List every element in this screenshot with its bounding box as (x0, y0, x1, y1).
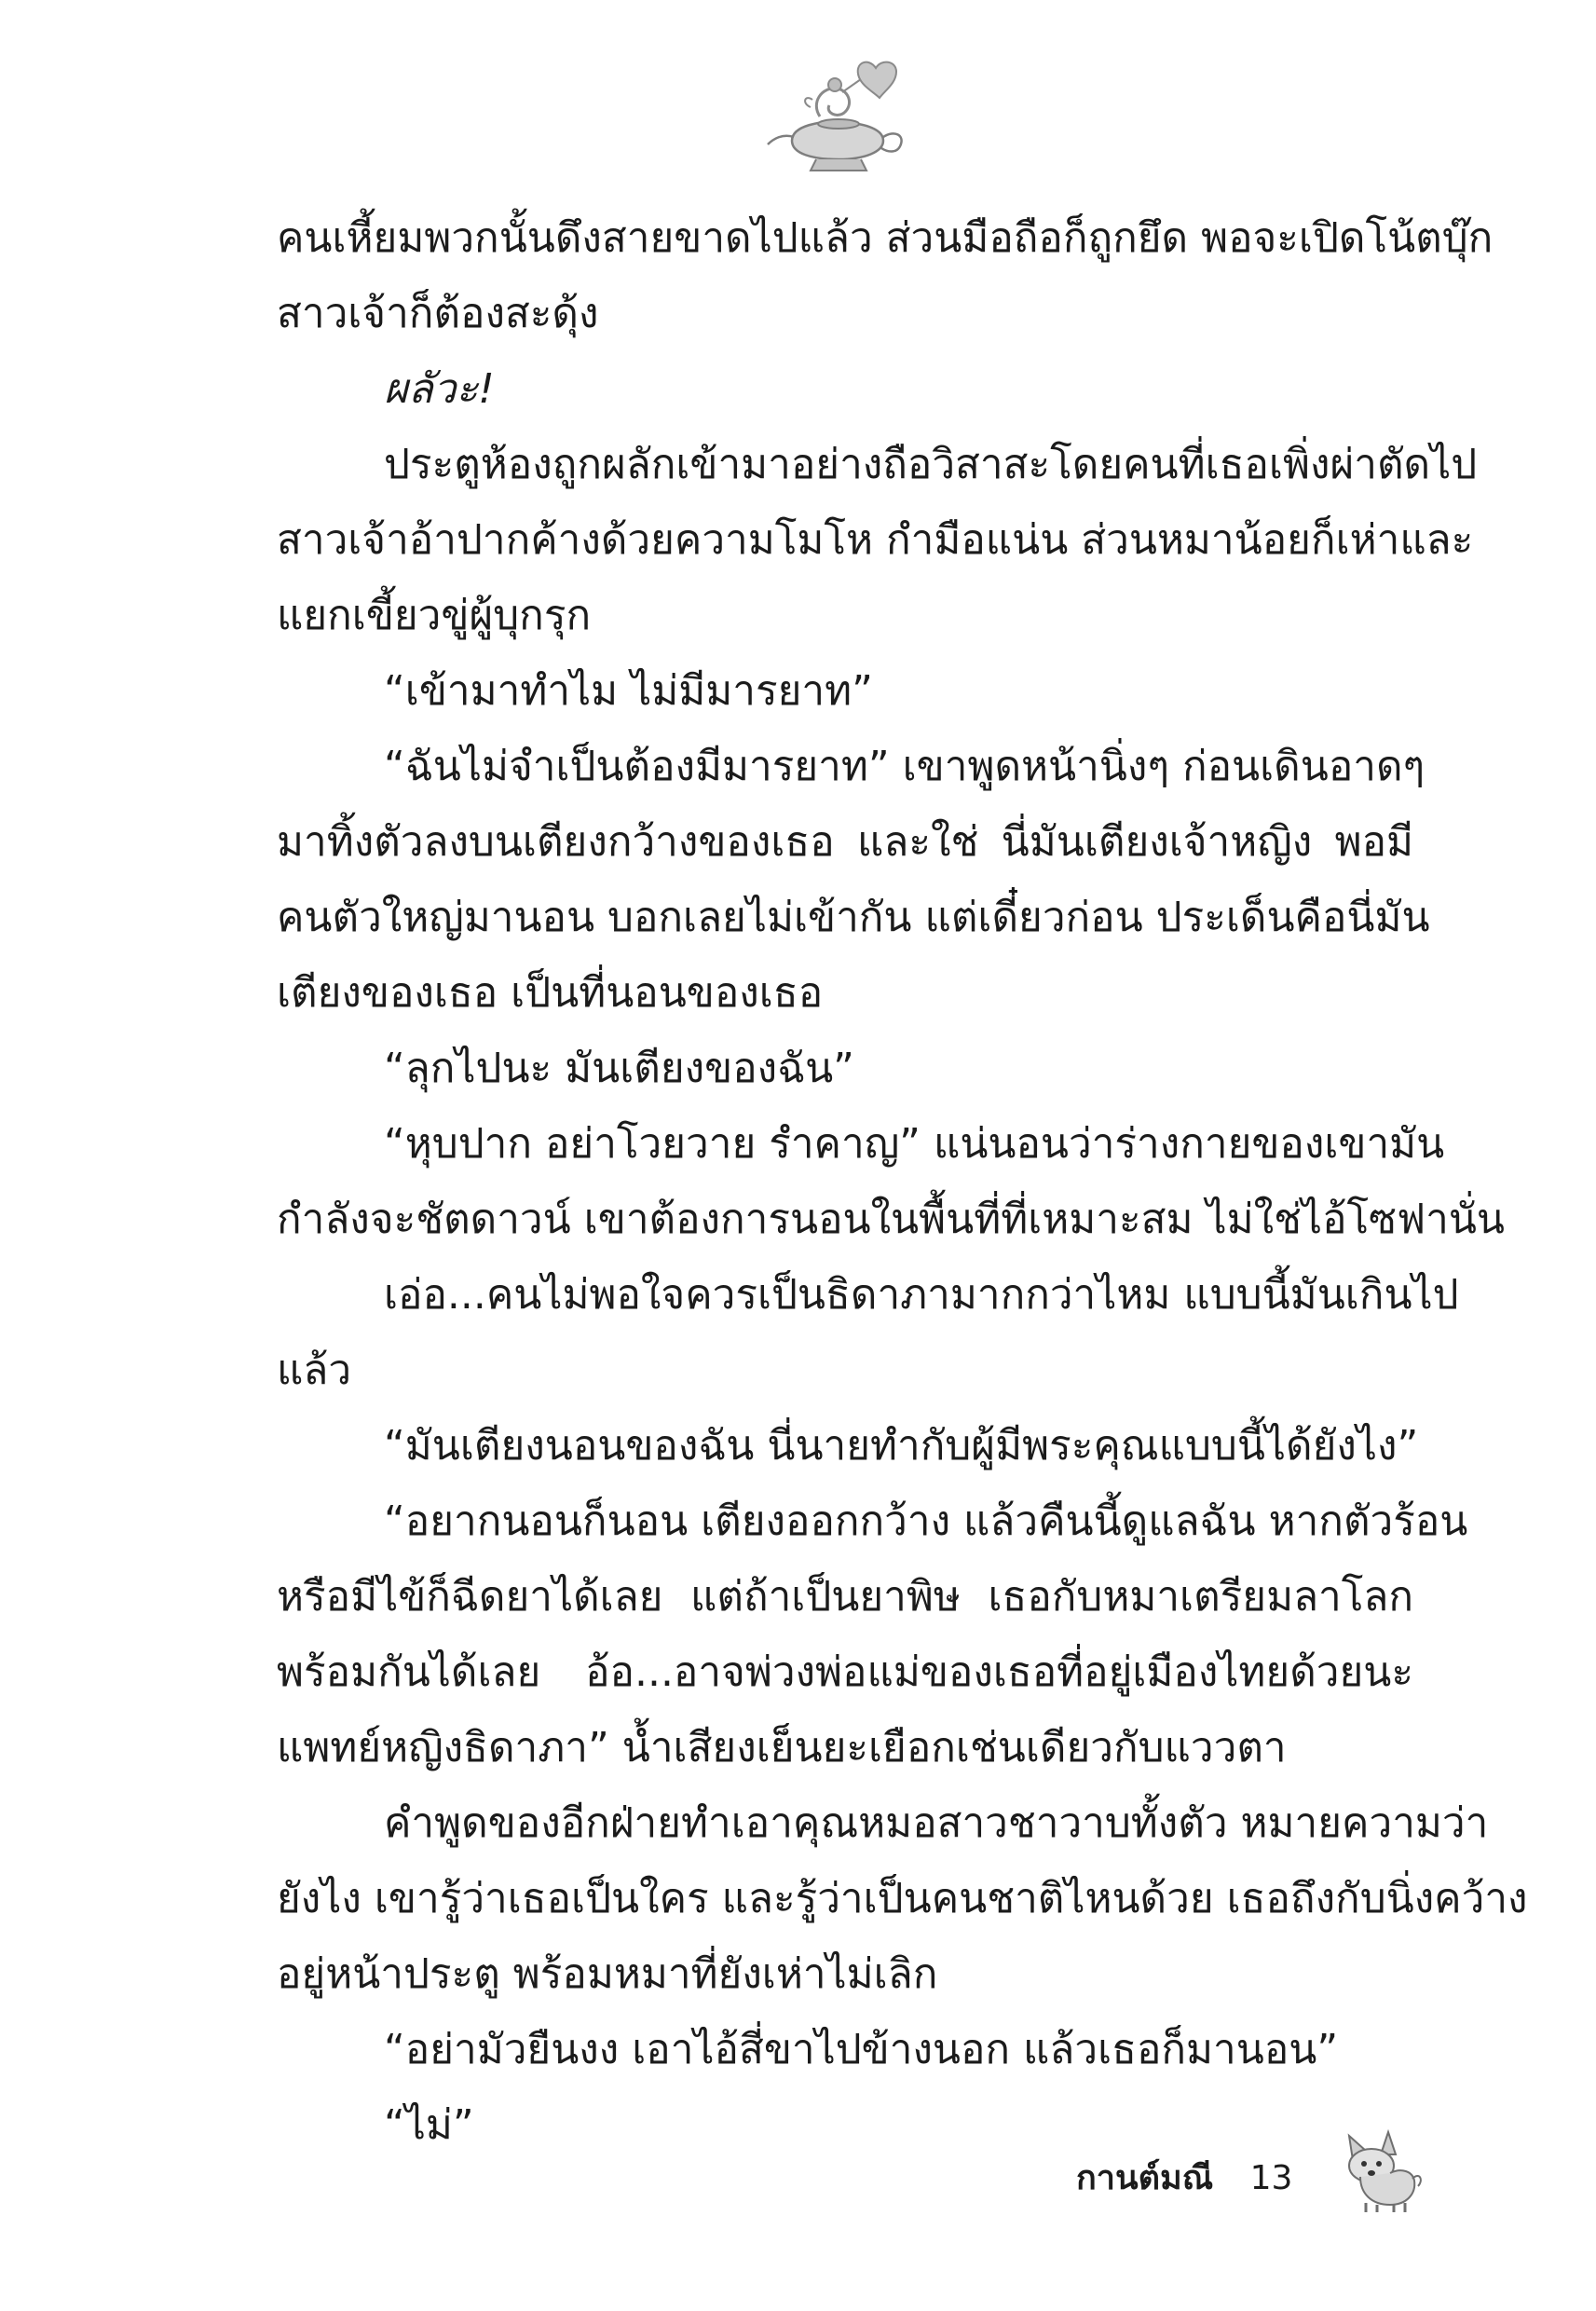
text-line: “อยากนอนก็นอน เตียงออกกว้าง แล้วคืนนี้ดูแลฉัน หากตัวร้อน (384, 1497, 1468, 1545)
text-line: “มันเตียงนอนของฉัน นี่นายทำกับผู้มีพระคุณแบบนี้ได้ยังไง” (384, 1422, 1419, 1470)
page-footer (1076, 2151, 1292, 2207)
text-line: “หุบปาก อย่าโวยวาย รำคาญ” แน่นอนว่าร่างกายของเขามัน (384, 1120, 1445, 1168)
cupid-teapot-icon (764, 51, 913, 182)
text-line: “ลุกไปนะ มันเตียงของฉัน” (384, 1045, 854, 1092)
text-line: คนเหี้ยมพวกนั้นดึงสายขาดไปแล้ว ส่วนมือถือก็ถูกยึด พอจะเปิดโน้ตบุ๊ก (277, 214, 1494, 262)
text-line: สาวเจ้าก็ต้องสะดุ้ง (277, 290, 599, 337)
text-line: คนตัวใหญ่มานอน บอกเลยไม่เข้ากัน แต่เดี๋ยวก่อน ประเด็นคือนี่มัน (277, 894, 1430, 941)
text-line: “ฉันไม่จำเป็นต้องมีมารยาท” เขาพูดหน้านิ่งๆ ก่อนเดินอาดๆ (384, 743, 1425, 790)
text-line: เตียงของเธอ เป็นที่นอนของเธอ (277, 969, 824, 1017)
book-title: กานต์มณี (1076, 2159, 1214, 2197)
corgi-dog-icon (1332, 2123, 1425, 2216)
text-line: หรือมีไข้ก็ฉีดยาได้เลย แต่ถ้าเป็นยาพิษ เธอกับหมาเตรียมลาโลก (277, 1573, 1413, 1620)
text-line: กำลังจะชัตดาวน์ เขาต้องการนอนในพื้นที่ที่เหมาะสม ไม่ใช่ไอ้โซฟานั่น (277, 1196, 1506, 1243)
text-line: ประตูห้องถูกผลักเข้ามาอย่างถือวิสาสะโดยคนที่เธอเพิ่งผ่าตัดไป (384, 441, 1478, 488)
text-line: สาวเจ้าอ้าปากค้างด้วยความโมโห กำมือแน่น ส่วนหมาน้อยก็เห่าและ (277, 516, 1474, 564)
text-line: มาทิ้งตัวลงบนเตียงกว้างของเธอ และใช่ นี่มันเตียงเจ้าหญิง พอมี (277, 818, 1413, 866)
page-number: 13 (1249, 2159, 1293, 2197)
text-line: ยังไง เขารู้ว่าเธอเป็นใคร และรู้ว่าเป็นคนชาติไหนด้วย เธอถึงกับนิ่งคว้าง (277, 1875, 1528, 1922)
text-line: พร้อมกันได้เลย อ้อ...อาจพ่วงพ่อแม่ของเธอที่อยู่เมืองไทยด้วยนะ (277, 1648, 1413, 1696)
text-line: แพทย์หญิงธิดาภา” น้ำเสียงเย็นยะเยือกเช่นเดียวกับแววตา (277, 1724, 1287, 1771)
text-line: แล้ว (277, 1347, 352, 1394)
text-line: “อย่ามัวยืนงง เอาไอ้สี่ขาไปข้างนอก แล้วเธอก็มานอน” (384, 2026, 1339, 2073)
text-line: “เข้ามาทำไม ไม่มีมารยาท” (384, 667, 873, 715)
text-line: ผลัวะ! (384, 365, 495, 413)
text-line: “ไม่” (384, 2101, 474, 2149)
text-line: แยกเขี้ยวขู่ผู้บุกรุก (277, 592, 592, 639)
text-line: อยู่หน้าประตู พร้อมหมาที่ยังเห่าไม่เลิก (277, 1950, 938, 1998)
text-line: คำพูดของอีกฝ่ายทำเอาคุณหมอสาวชาวาบทั้งตัว หมายความว่า (384, 1799, 1489, 1847)
story-text (277, 200, 1528, 2163)
text-line: เอ่อ...คนไม่พอใจควรเป็นธิดาภามากกว่าไหม แบบนี้มันเกินไป (384, 1271, 1459, 1319)
